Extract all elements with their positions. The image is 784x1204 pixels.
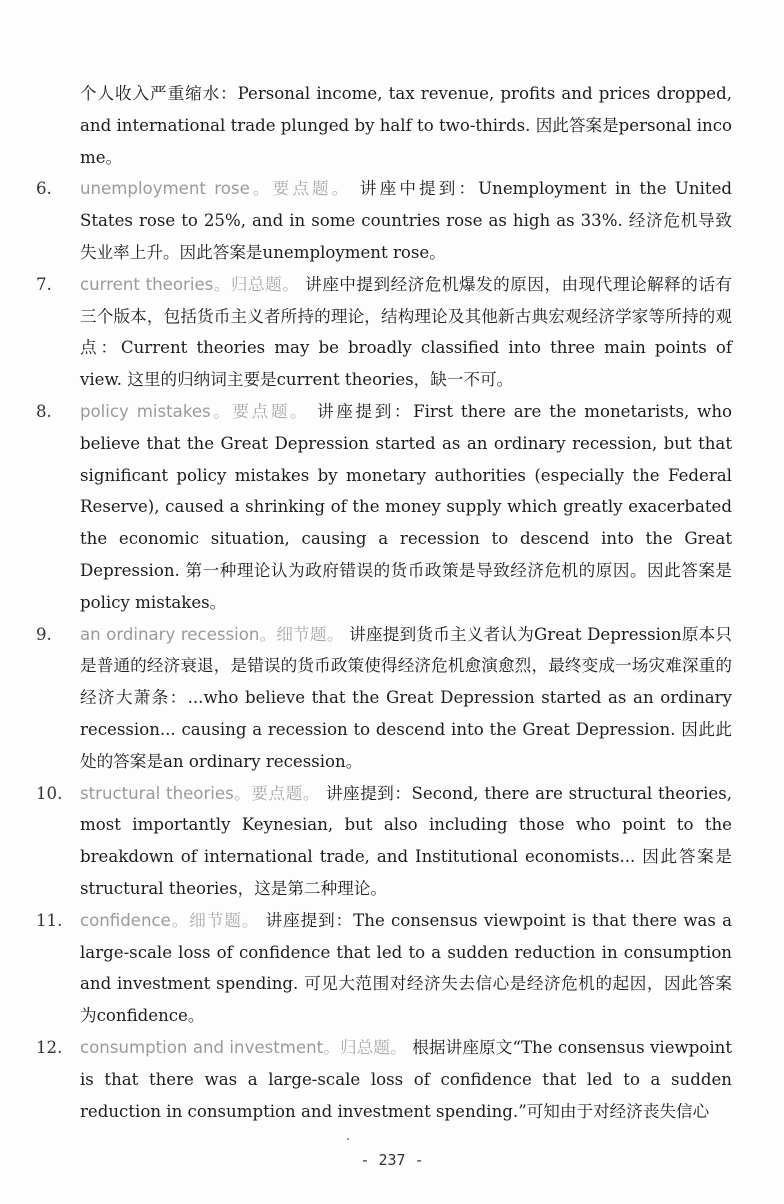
question-type: 细节题 xyxy=(189,910,242,930)
question-type: 要点题 xyxy=(251,783,303,803)
explanation-text: 讲座中提到经济危机爆发的原因，由现代理论解释的话有三个版本，包括货币主义者所持的理论，结构理论及其他新古典宏观经济学家等所持的观点：Current theories may be broadly classified into three main points of view. 这里的归纳词主要是current theories，缺一不可。 xyxy=(80,274,733,390)
explanation-item-12: 12. consumption and investment。归总题。 根据讲座原文“The consensus viewpoint is that there was a large-scale loss of confidence that led to a sudden reduction in consumption and investment spending.”可知由于对经济丧失信心 xyxy=(80,1032,732,1127)
explanation-text: 讲座提到：First there are the monetarists, who believe that the Great Depression started as an ordinary recession, but that significant policy mistakes by monetary authorities (especially the Federal Reserve), caused a shrinking of the money supply which greatly exacerbated the economic situation, causing a recession to descend into the Great Depression. 第一种理论认为政府错误的货币政策是导致经济危机的原因。因此答案是policy mistakes。 xyxy=(80,401,733,612)
answer-keyword: consumption and investment xyxy=(80,1037,324,1057)
explanation-text: 讲座中提到：Unemployment in the United States rose to 25%, and in some countries rose as high as 33%. 经济危机导致失业率上升。因此答案是unemployment rose。 xyxy=(80,179,733,262)
question-type: 归总题 xyxy=(230,274,283,294)
page-mark-dot xyxy=(347,1138,349,1140)
item-number: 9. xyxy=(36,624,52,644)
answer-keyword: an ordinary recession xyxy=(80,624,260,644)
intro-paragraph xyxy=(80,78,732,173)
item-number: 7. xyxy=(36,274,52,294)
explanation-text: 讲座提到：The consensus viewpoint is that there was a large-scale loss of confidence that led to a sudden reduction in consumption and investment spending. 可见大范围对经济失去信心是经济危机的起因，因此答案为confidence。 xyxy=(80,910,733,1026)
answer-keyword: current theories xyxy=(80,274,214,294)
answer-explanations xyxy=(0,78,784,1127)
item-number: 8. xyxy=(36,401,52,421)
explanation-text: 讲座提到：Second, there are structural theories, most importantly Keynesian, but also including those who point to the breakdown of international trade, and Institutional economists... 因此答案是structural theories，这是第二种理论。 xyxy=(80,783,733,898)
item-number: 12. xyxy=(36,1037,63,1057)
answer-keyword: policy mistakes xyxy=(80,401,211,421)
intro-text: 个人收入严重缩水：Personal income, tax revenue, profits and prices dropped, and international trade plunged by half to two-thirds. 因此答案是personal income。 xyxy=(80,84,733,167)
page-number: - 237 - xyxy=(360,1151,424,1169)
question-type: 细节题 xyxy=(276,624,327,644)
question-type: 要点题 xyxy=(232,401,291,421)
answer-keyword: structural theories xyxy=(80,783,234,803)
question-type: 要点题 xyxy=(272,179,332,199)
explanation-item-6: 6. unemployment rose。要点题。 讲座中提到：Unemployment in the United States rose to 25%, and in some countries rose as high as 33%. 经济危机导致失业率上升。因此答案是unemployment rose。 xyxy=(80,173,732,268)
answer-keyword: confidence xyxy=(80,910,171,930)
explanation-text: 讲座提到货币主义者认为Great Depression原本只是普通的经济衰退，是错误的货币政策使得经济危机愈演愈烈，最终变成一场灾难深重的经济大萧条：...who believe that the Great Depression started as an ordinary recession... causing a recession to descend into the Great Depression. 因此此处的答案是an ordinary recession。 xyxy=(80,624,733,771)
item-number: 6. xyxy=(36,179,52,199)
answer-keyword: unemployment rose xyxy=(80,179,250,199)
explanation-item-10: 10. structural theories。要点题。 讲座提到：Second, there are structural theories, most importantly Keynesian, but also including those who point to the breakdown of international trade, and Institutional economists... 因此答案是structural theories，这是第二种理论。 xyxy=(80,778,732,905)
item-number: 10. xyxy=(36,783,63,803)
explanation-item-7: 7. current theories。归总题。 讲座中提到经济危机爆发的原因，由现代理论解释的话有三个版本，包括货币主义者所持的理论，结构理论及其他新古典宏观经济学家等所持的观点：Current theories may be broadly classified into three main points of view. 这里的归纳词主要是current theories，缺一不可。 xyxy=(80,269,732,396)
explanation-item-9: 9. an ordinary recession。细节题。 讲座提到货币主义者认为Great Depression原本只是普通的经济衰退，是错误的货币政策使得经济危机愈演愈烈，最终变成一场灾难深重的经济大萧条：...who believe that the Great Depression started as an ordinary recession... causing a recession to descend into the Great Depression. 因此此处的答案是an ordinary recession。 xyxy=(80,619,732,778)
explanation-item-11: 11. confidence。细节题。 讲座提到：The consensus viewpoint is that there was a large-scale loss of confidence that led to a sudden reduction in consumption and investment spending. 可见大范围对经济失去信心是经济危机的起因，因此答案为confidence。 xyxy=(80,905,732,1032)
explanation-item-8: 8. policy mistakes。要点题。 讲座提到：First there are the monetarists, who believe that the Great Depression started as an ordinary recession, but that significant policy mistakes by monetary authorities (especially the Federal Reserve), caused a shrinking of the money supply which greatly exacerbated the economic situation, causing a recession to descend into the Great Depression. 第一种理论认为政府错误的货币政策是导致经济危机的原因。因此答案是policy mistakes。 xyxy=(80,396,732,619)
explanation-text: 根据讲座原文“The consensus viewpoint is that there was a large-scale loss of confidence that led to a sudden reduction in consumption and investment spending.”可知由于对经济丧失信心 xyxy=(80,1037,733,1121)
item-number: 11. xyxy=(36,910,63,930)
question-type: 归总题 xyxy=(339,1037,391,1057)
